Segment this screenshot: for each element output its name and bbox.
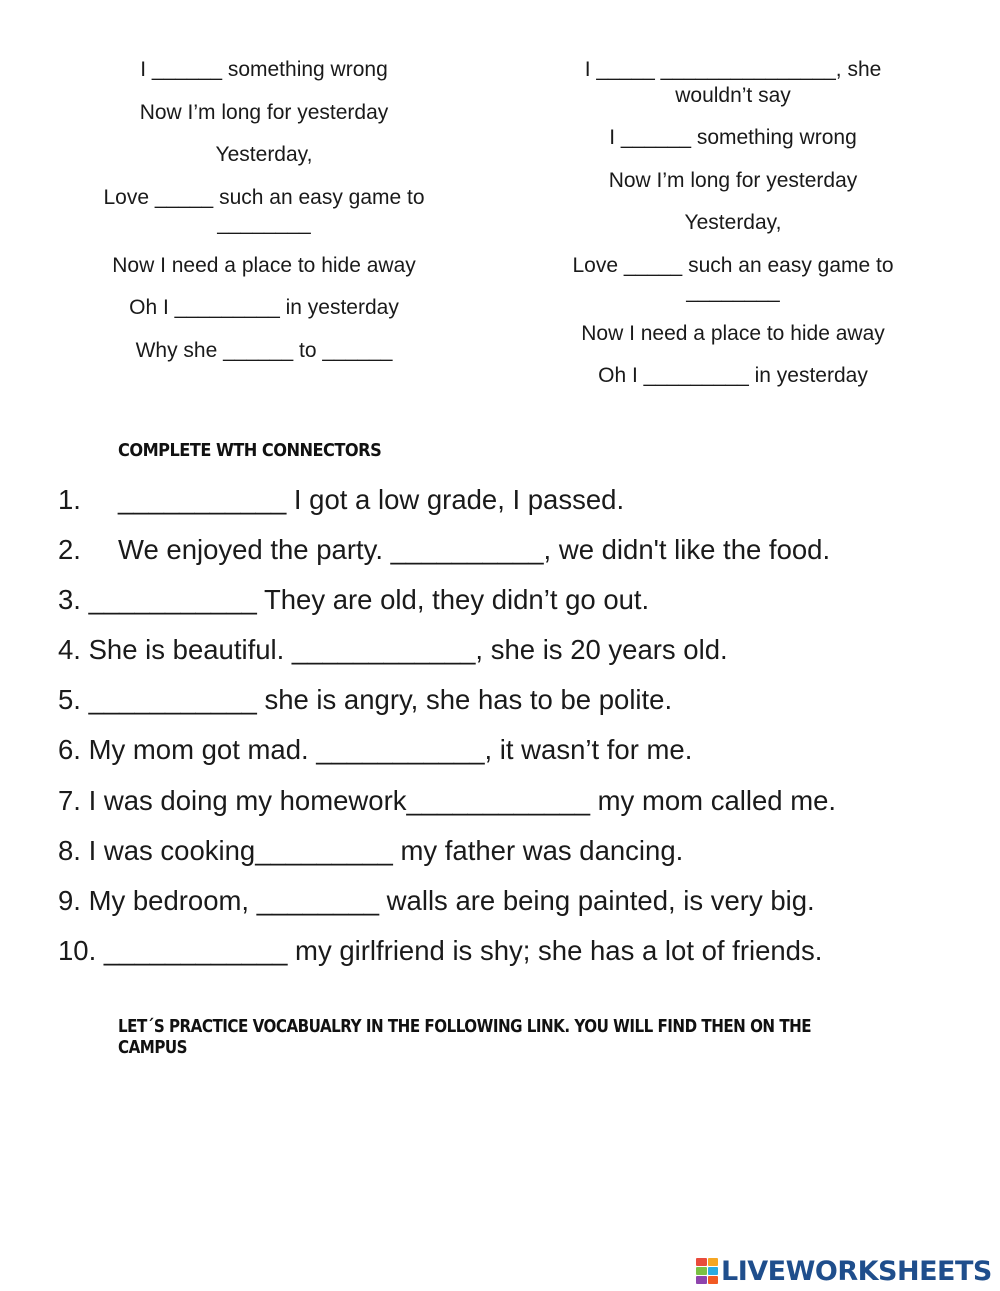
exercise-number: 10. (58, 934, 97, 966)
brand-name: LIVEWORKSHEETS (721, 1255, 992, 1287)
lyric-line: I ______ something wrong (609, 126, 857, 149)
exercise-number: 8. (58, 834, 81, 866)
exercise-item (58, 879, 958, 929)
exercise-text: We enjoyed the party. __________, we didn't like the food. (118, 534, 831, 566)
exercise-item (58, 478, 958, 528)
logo-tile (708, 1267, 719, 1275)
exercise-number: 3. (58, 584, 81, 616)
exercise-item (58, 678, 958, 728)
logo-tile (708, 1258, 719, 1266)
lyric-line: Oh I _________ in yesterday (598, 364, 868, 387)
lyrics-left-column (64, 57, 464, 380)
exercise-number: 2. (58, 534, 81, 566)
liveworksheets-logo (696, 1254, 992, 1288)
lyric-line: Love _____ such an easy game to ________ (572, 253, 894, 303)
lyric-line: Yesterday, (215, 143, 313, 166)
section-heading-vocabulary: LET´S PRACTICE VOCABUALRY IN THE FOLLOWING LINK. YOU WILL FIND THEN ON THE CAMPUS (118, 1016, 812, 1058)
lyric-line: Now I need a place to hide away (112, 253, 416, 277)
exercise-list (58, 478, 958, 979)
exercise-item (58, 929, 958, 979)
lyric-line: Why she ______ to ______ (135, 338, 393, 362)
lyric-line: I _____ _______________, she wouldn’t say (584, 58, 882, 107)
lyric-line: Love _____ such an easy game to ________ (103, 185, 425, 235)
lyric-line: Now I need a place to hide away (581, 321, 885, 345)
exercise-text: I was doing my homework____________ my mom called me. (88, 784, 837, 816)
liveworksheets-logo-icon (696, 1258, 718, 1284)
exercise-item (58, 628, 958, 678)
exercise-number: 7. (58, 784, 81, 816)
lyric-line: Yesterday, (684, 211, 782, 234)
exercise-text: ___________ They are old, they didn’t go out. (88, 584, 650, 616)
exercise-text: ___________ she is angry, she has to be polite. (88, 684, 673, 716)
logo-tile (696, 1276, 707, 1284)
section-heading-connectors: COMPLETE WTH CONNECTORS (118, 440, 382, 461)
exercise-text: I was cooking_________ my father was dancing. (88, 834, 684, 866)
exercise-number: 1. (58, 484, 81, 515)
lyrics-right-column (533, 57, 933, 406)
exercise-item (58, 779, 958, 829)
lyric-line: Now I’m long for yesterday (608, 168, 858, 192)
exercise-number: 5. (58, 684, 81, 716)
exercise-text: My bedroom, ________ walls are being painted, is very big. (88, 884, 815, 916)
lyric-line: Now I’m long for yesterday (139, 100, 389, 124)
lyric-line: I ______ something wrong (140, 58, 388, 81)
lyric-line: Oh I _________ in yesterday (129, 296, 399, 319)
exercise-text: She is beautiful. ____________, she is 20 years old. (88, 634, 728, 666)
exercise-number: 9. (58, 884, 81, 916)
logo-tile (696, 1258, 707, 1266)
logo-tile (708, 1276, 719, 1284)
exercise-text: ___________ I got a low grade, I passed. (118, 484, 625, 515)
exercise-item (58, 728, 958, 778)
exercise-item (58, 829, 958, 879)
exercise-text: My mom got mad. ___________, it wasn’t for me. (88, 734, 693, 766)
exercise-number: 6. (58, 734, 81, 766)
exercise-number: 4. (58, 634, 81, 666)
exercise-item (58, 528, 958, 578)
exercise-text: ____________ my girlfriend is shy; she has a lot of friends. (103, 934, 823, 966)
exercise-item (58, 578, 958, 628)
logo-tile (696, 1267, 707, 1275)
